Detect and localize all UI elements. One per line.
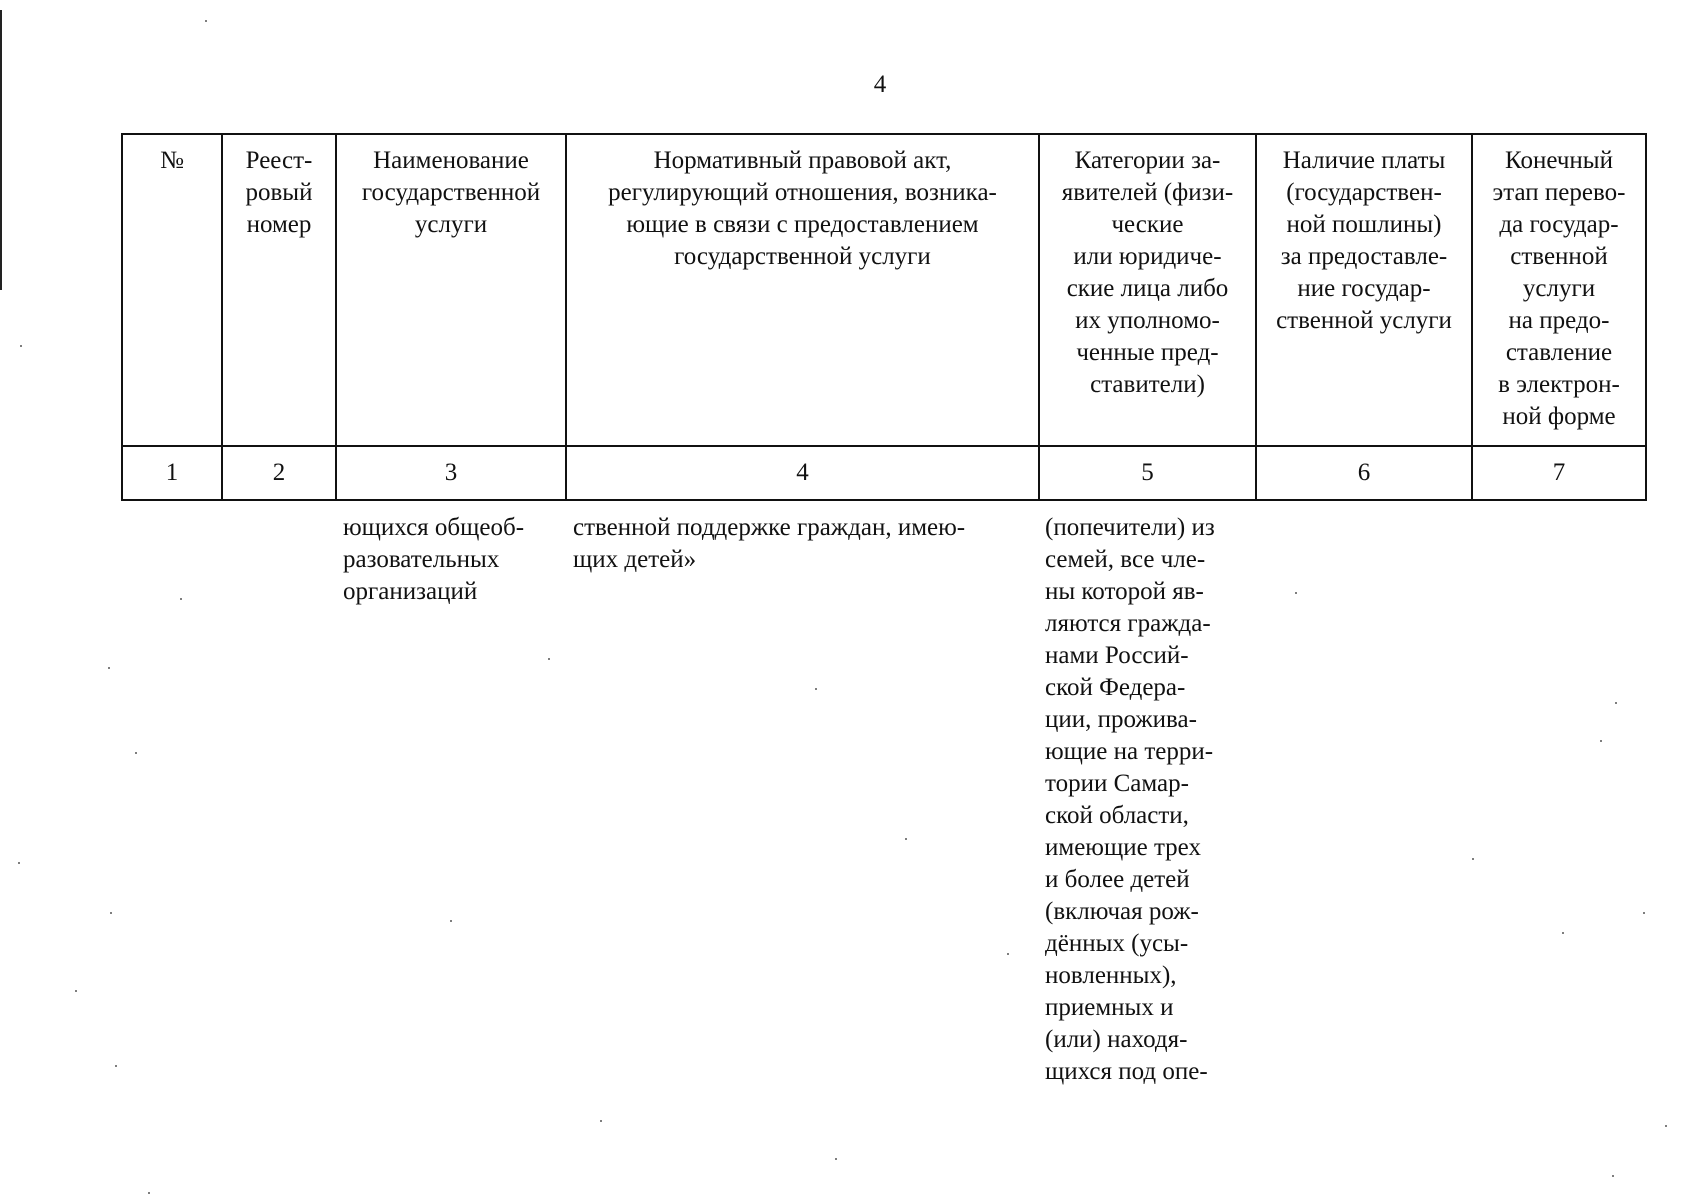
scan-speck	[1665, 1125, 1667, 1127]
text-line: №	[160, 147, 184, 174]
column-number-cell: 3	[336, 446, 566, 500]
text-line: ставители)	[1090, 371, 1205, 398]
text-line: ставление	[1505, 339, 1613, 366]
text-line: ляются гражда-	[1045, 610, 1211, 637]
scan-speck	[905, 838, 907, 840]
text-line: государственной услуги	[674, 243, 931, 270]
text-line: ственной	[1510, 243, 1608, 270]
text-line: ственной поддержке граждан, имею-	[573, 514, 966, 541]
text-line: Наличие платы	[1282, 147, 1446, 174]
scan-speck	[75, 990, 77, 992]
scan-speck	[135, 752, 137, 754]
text-line: ческие	[1111, 211, 1184, 238]
continuation-applicant-categories-text	[1045, 512, 1255, 1088]
text-line: ции, прожива-	[1045, 706, 1197, 733]
header-cell-legal-act	[566, 134, 1039, 446]
scan-speck	[1562, 932, 1564, 934]
text-line: щих детей»	[573, 546, 697, 573]
scan-speck	[548, 658, 550, 660]
continuation-legal-act-text	[573, 512, 1033, 576]
scan-speck	[1472, 858, 1474, 860]
page-number: 4	[873, 71, 887, 98]
scan-speck	[600, 1120, 602, 1122]
text-line: номер	[246, 211, 312, 238]
text-line: ной пошлины)	[1286, 211, 1442, 238]
text-line: их уполномо-	[1075, 307, 1220, 334]
scan-speck	[148, 1192, 150, 1194]
text-line: ющие на терри-	[1045, 738, 1214, 765]
text-line: ющихся общеоб-	[343, 514, 525, 541]
scan-speck	[20, 345, 22, 347]
header-cell-electronic-stage	[1472, 134, 1646, 446]
scan-speck	[835, 1158, 837, 1160]
text-line: щихся под опе-	[1045, 1058, 1208, 1085]
text-line: семей, все чле-	[1045, 546, 1206, 573]
column-number-cell: 2	[222, 446, 336, 500]
scan-speck	[450, 920, 452, 922]
text-line: ской области,	[1045, 802, 1189, 829]
scan-speck	[1295, 592, 1297, 594]
services-table	[121, 133, 1647, 501]
text-line: в электрон-	[1498, 371, 1620, 398]
scan-speck	[18, 862, 20, 864]
text-line: или юридиче-	[1073, 243, 1222, 270]
column-number-cell: 4	[566, 446, 1039, 500]
text-line: новленных),	[1045, 962, 1177, 989]
header-row	[122, 134, 1646, 446]
scan-speck	[180, 598, 182, 600]
scan-speck	[815, 688, 817, 690]
scan-speck	[1600, 740, 1602, 742]
text-line: Категории за-	[1074, 147, 1221, 174]
text-line: Нормативный правовой акт,	[653, 147, 952, 174]
column-number-cell: 7	[1472, 446, 1646, 500]
header-cell-service-name	[336, 134, 566, 446]
text-line: (включая рож-	[1045, 898, 1199, 925]
text-line: ющие в связи с предоставлением	[626, 211, 979, 238]
header-cell-applicant-categories	[1039, 134, 1256, 446]
text-line: регулирующий отношения, возника-	[608, 179, 997, 206]
text-line: ны которой яв-	[1045, 578, 1204, 605]
text-line: услуги	[1522, 275, 1596, 302]
scan-speck	[1612, 1175, 1614, 1177]
scan-speck	[1643, 912, 1645, 914]
column-number-row	[122, 446, 1646, 500]
scan-speck	[1615, 702, 1617, 704]
column-number-cell: 5	[1039, 446, 1256, 500]
text-line: (попечители) из	[1045, 514, 1215, 541]
text-line: да государ-	[1499, 211, 1619, 238]
text-line: услуги	[414, 211, 488, 238]
text-line: этап перево-	[1492, 179, 1626, 206]
text-line: и более детей	[1045, 866, 1190, 893]
text-line: (или) находя-	[1045, 1026, 1188, 1053]
text-line: за предоставле-	[1280, 243, 1448, 270]
continuation-service-name-text	[343, 512, 558, 608]
header-cell-registry-number	[222, 134, 336, 446]
text-line: Конечный	[1505, 147, 1613, 174]
scan-edge-mark	[0, 10, 2, 290]
text-line: ченные пред-	[1076, 339, 1219, 366]
text-line: явителей (физи-	[1061, 179, 1234, 206]
header-cell-fee	[1256, 134, 1472, 446]
text-line: тории Самар-	[1045, 770, 1189, 797]
scan-speck	[205, 20, 207, 22]
text-line: разовательных	[343, 546, 500, 573]
text-line: дённых (усы-	[1045, 930, 1189, 957]
scan-speck	[115, 1065, 117, 1067]
text-line: ние государ-	[1297, 275, 1431, 302]
text-line: ственной услуги	[1276, 307, 1452, 334]
text-line: государственной	[361, 179, 541, 206]
text-line: ские лица либо	[1066, 275, 1229, 302]
text-line: организаций	[343, 578, 478, 605]
text-line: Реест-	[245, 147, 313, 174]
column-number-cell: 6	[1256, 446, 1472, 500]
text-line: ной форме	[1502, 403, 1616, 430]
scan-speck	[1007, 953, 1009, 955]
text-line: имеющие трех	[1045, 834, 1201, 861]
scan-speck	[108, 667, 110, 669]
text-line: ровый	[245, 179, 313, 206]
header-cell-number	[122, 134, 222, 446]
column-number-cell: 1	[122, 446, 222, 500]
text-line: нами Россий-	[1045, 642, 1189, 669]
text-line: Наименование	[373, 147, 529, 174]
text-line: (государствен-	[1286, 179, 1442, 206]
text-line: на предо-	[1508, 307, 1610, 334]
text-line: ской Федера-	[1045, 674, 1186, 701]
scan-speck	[110, 912, 112, 914]
text-line: приемных и	[1045, 994, 1174, 1021]
